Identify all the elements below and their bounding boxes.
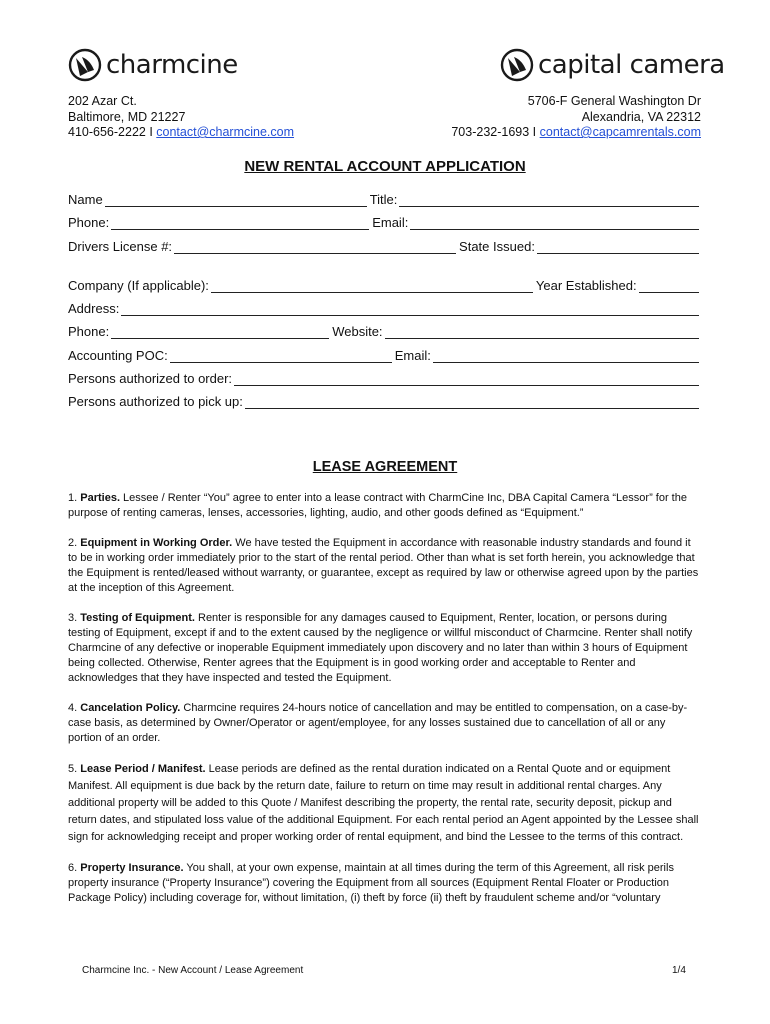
- name-title-row: [68, 191, 702, 207]
- clause-heading: Lease Period / Manifest.: [80, 763, 206, 775]
- title-field[interactable]: [399, 194, 699, 207]
- drivers-license-field[interactable]: [174, 241, 456, 254]
- clause-text: Charmcine requires 24-hours notice of cancellation and may be entitled to compensation, on a case-by-case basis, as determined by Owner/Operator or agent/employee, for any losses sustained due to cancellation of all or any portion of an order.: [68, 702, 688, 744]
- address-line: Alexandria, VA 22312: [581, 109, 701, 124]
- capital-camera-logo: [500, 48, 725, 82]
- lease-title: LEASE AGREEMENT: [312, 459, 458, 475]
- clause-number: 4.: [68, 702, 78, 714]
- accounting-row: [68, 347, 702, 363]
- email-field[interactable]: [410, 217, 699, 230]
- separator: I: [145, 125, 157, 139]
- state-issued-field[interactable]: [537, 241, 699, 254]
- charmcine-logo: [68, 48, 238, 82]
- name-field[interactable]: [105, 194, 367, 207]
- email-label: Email:: [372, 215, 409, 230]
- persons-order-row: [68, 370, 702, 386]
- clause: [68, 701, 702, 746]
- clause-text: We have tested the Equipment in accordance with reasonable industry standards and found it to be in working order immediately prior to the start of the rental period. Other than what is set forth herein, you acknowledge that the Equipment is rented/leased without warranty, or guarantee, except as required by law or otherwise agreed upon by the parties at the inception of this Agreement.: [68, 537, 699, 594]
- accounting-email-field[interactable]: [433, 350, 699, 363]
- charmcine-address: [68, 94, 294, 141]
- separator: I: [529, 125, 540, 139]
- persons-order-field[interactable]: [234, 373, 699, 386]
- company-row: [68, 277, 702, 293]
- clause: [68, 761, 702, 846]
- clause-heading: Parties.: [80, 492, 120, 504]
- clause-heading: Property Insurance.: [80, 862, 184, 874]
- state-issued-label: State Issued:: [459, 239, 535, 254]
- persons-pickup-label: Persons authorized to pick up:: [68, 394, 243, 409]
- address-line: 5706-F General Washington Dr: [527, 94, 701, 108]
- company-phone-field[interactable]: [111, 326, 329, 339]
- clause-number: 6.: [68, 862, 78, 874]
- year-established-field[interactable]: [639, 280, 699, 293]
- phone: 410-656-2222: [68, 125, 146, 139]
- persons-pickup-row: [68, 393, 702, 409]
- capital-camera-wordmark: capital camera: [538, 50, 725, 80]
- lease-clauses: [68, 491, 702, 921]
- footer-document-title: Charmcine Inc. - New Account / Lease Agreement: [82, 965, 304, 976]
- phone-label: Phone:: [68, 215, 110, 230]
- clause-number: 3.: [68, 612, 78, 624]
- persons-pickup-field[interactable]: [245, 396, 699, 409]
- year-established-label: Year Established:: [535, 278, 637, 293]
- persons-order-label: Persons authorized to order:: [68, 371, 233, 386]
- phone-label: Phone:: [68, 324, 110, 339]
- clause-heading: Testing of Equipment.: [80, 612, 195, 624]
- clause-text: Renter is responsible for any damages caused to Equipment, Renter, location, or persons during testing of Equipment, except if and to the extent caused by the negligence or willful misconduct of Charmcine. Renter shall notify Charmcine of any defective or inoperable Equipment immediately upon discovery and no later than within 3 hours of Equipment being collected. Otherwise, Renter agrees that the Equipment is in good working order and acceptable to Renter and acknowledges that they have inspected and tested the Equipment.: [68, 612, 693, 684]
- clause-text: Lease periods are defined as the rental duration indicated on a Rental Quote and or equipment Manifest. All equipment is due back by the return date, failure to return on time may result in additional rental charges. Any additional property will be added to this Quote / Manifest describing the property, the rental rate, security deposit, pickup and return dates, and stipulated loss value of the additional Equipment. For each rental period an Agent appointed by the Lessee shall sign for acknowledging receipt and proper working order of rental equipment, and bind the Lessee to the terms of this contract.: [68, 763, 699, 843]
- clause-text: Lessee / Renter “You” agree to enter into a lease contract with CharmCine Inc, DBA Capital Camera “Lessor” for the purpose of renting cameras, lenses, accessories, lighting, audio, and other goods defined as “Equipment.”: [68, 492, 687, 519]
- aperture-icon: [500, 48, 534, 82]
- phone-website-row: [68, 323, 702, 339]
- contact-line: [68, 125, 294, 141]
- accounting-poc-field[interactable]: [170, 350, 392, 363]
- phone-email-row: [68, 214, 702, 230]
- contact-line: [451, 125, 701, 141]
- clause: [68, 491, 702, 521]
- form-title: NEW RENTAL ACCOUNT APPLICATION: [244, 158, 526, 175]
- clause-text: You shall, at your own expense, maintain at all times during the term of this Agreement, all risk perils property insurance (“Property Insurance”) covering the Equipment from all sources (Equipment Rental Floater or Production Package Policy) including coverage for, without limitation, (i) theft by force (ii) theft by fraudulent scheme and/or “voluntary: [68, 862, 674, 904]
- footer-page-number: 1/4: [672, 965, 686, 976]
- company-field[interactable]: [211, 280, 533, 293]
- clause: [68, 861, 702, 906]
- clause-heading: Equipment in Working Order.: [80, 537, 233, 549]
- website-label: Website:: [332, 324, 383, 339]
- phone: 703-232-1693: [451, 125, 530, 139]
- address-field[interactable]: [121, 303, 699, 316]
- address-line: Baltimore, MD 21227: [68, 109, 186, 124]
- name-label: Name: [68, 192, 103, 207]
- address-line: 202 Azar Ct.: [68, 94, 137, 108]
- email-label: Email:: [394, 348, 431, 363]
- address-label: Address:: [68, 301, 120, 316]
- title-label: Title:: [369, 192, 398, 207]
- company-label: Company (If applicable):: [68, 278, 209, 293]
- email-link[interactable]: contact@capcamrentals.com: [539, 125, 701, 139]
- clause-number: 1.: [68, 492, 78, 504]
- aperture-icon: [68, 48, 102, 82]
- license-row: [68, 238, 702, 254]
- address-row: [68, 300, 702, 316]
- email-link[interactable]: contact@charmcine.com: [156, 125, 295, 139]
- clause: [68, 611, 702, 686]
- accounting-poc-label: Accounting POC:: [68, 348, 168, 363]
- website-field[interactable]: [385, 326, 699, 339]
- clause: [68, 536, 702, 596]
- charmcine-wordmark: charmcine: [106, 50, 238, 80]
- clause-number: 2.: [68, 537, 78, 549]
- drivers-license-label: Drivers License #:: [68, 239, 173, 254]
- capital-camera-address: [451, 94, 701, 141]
- clause-heading: Cancelation Policy.: [80, 702, 181, 714]
- phone-field[interactable]: [111, 217, 369, 230]
- clause-number: 5.: [68, 763, 78, 775]
